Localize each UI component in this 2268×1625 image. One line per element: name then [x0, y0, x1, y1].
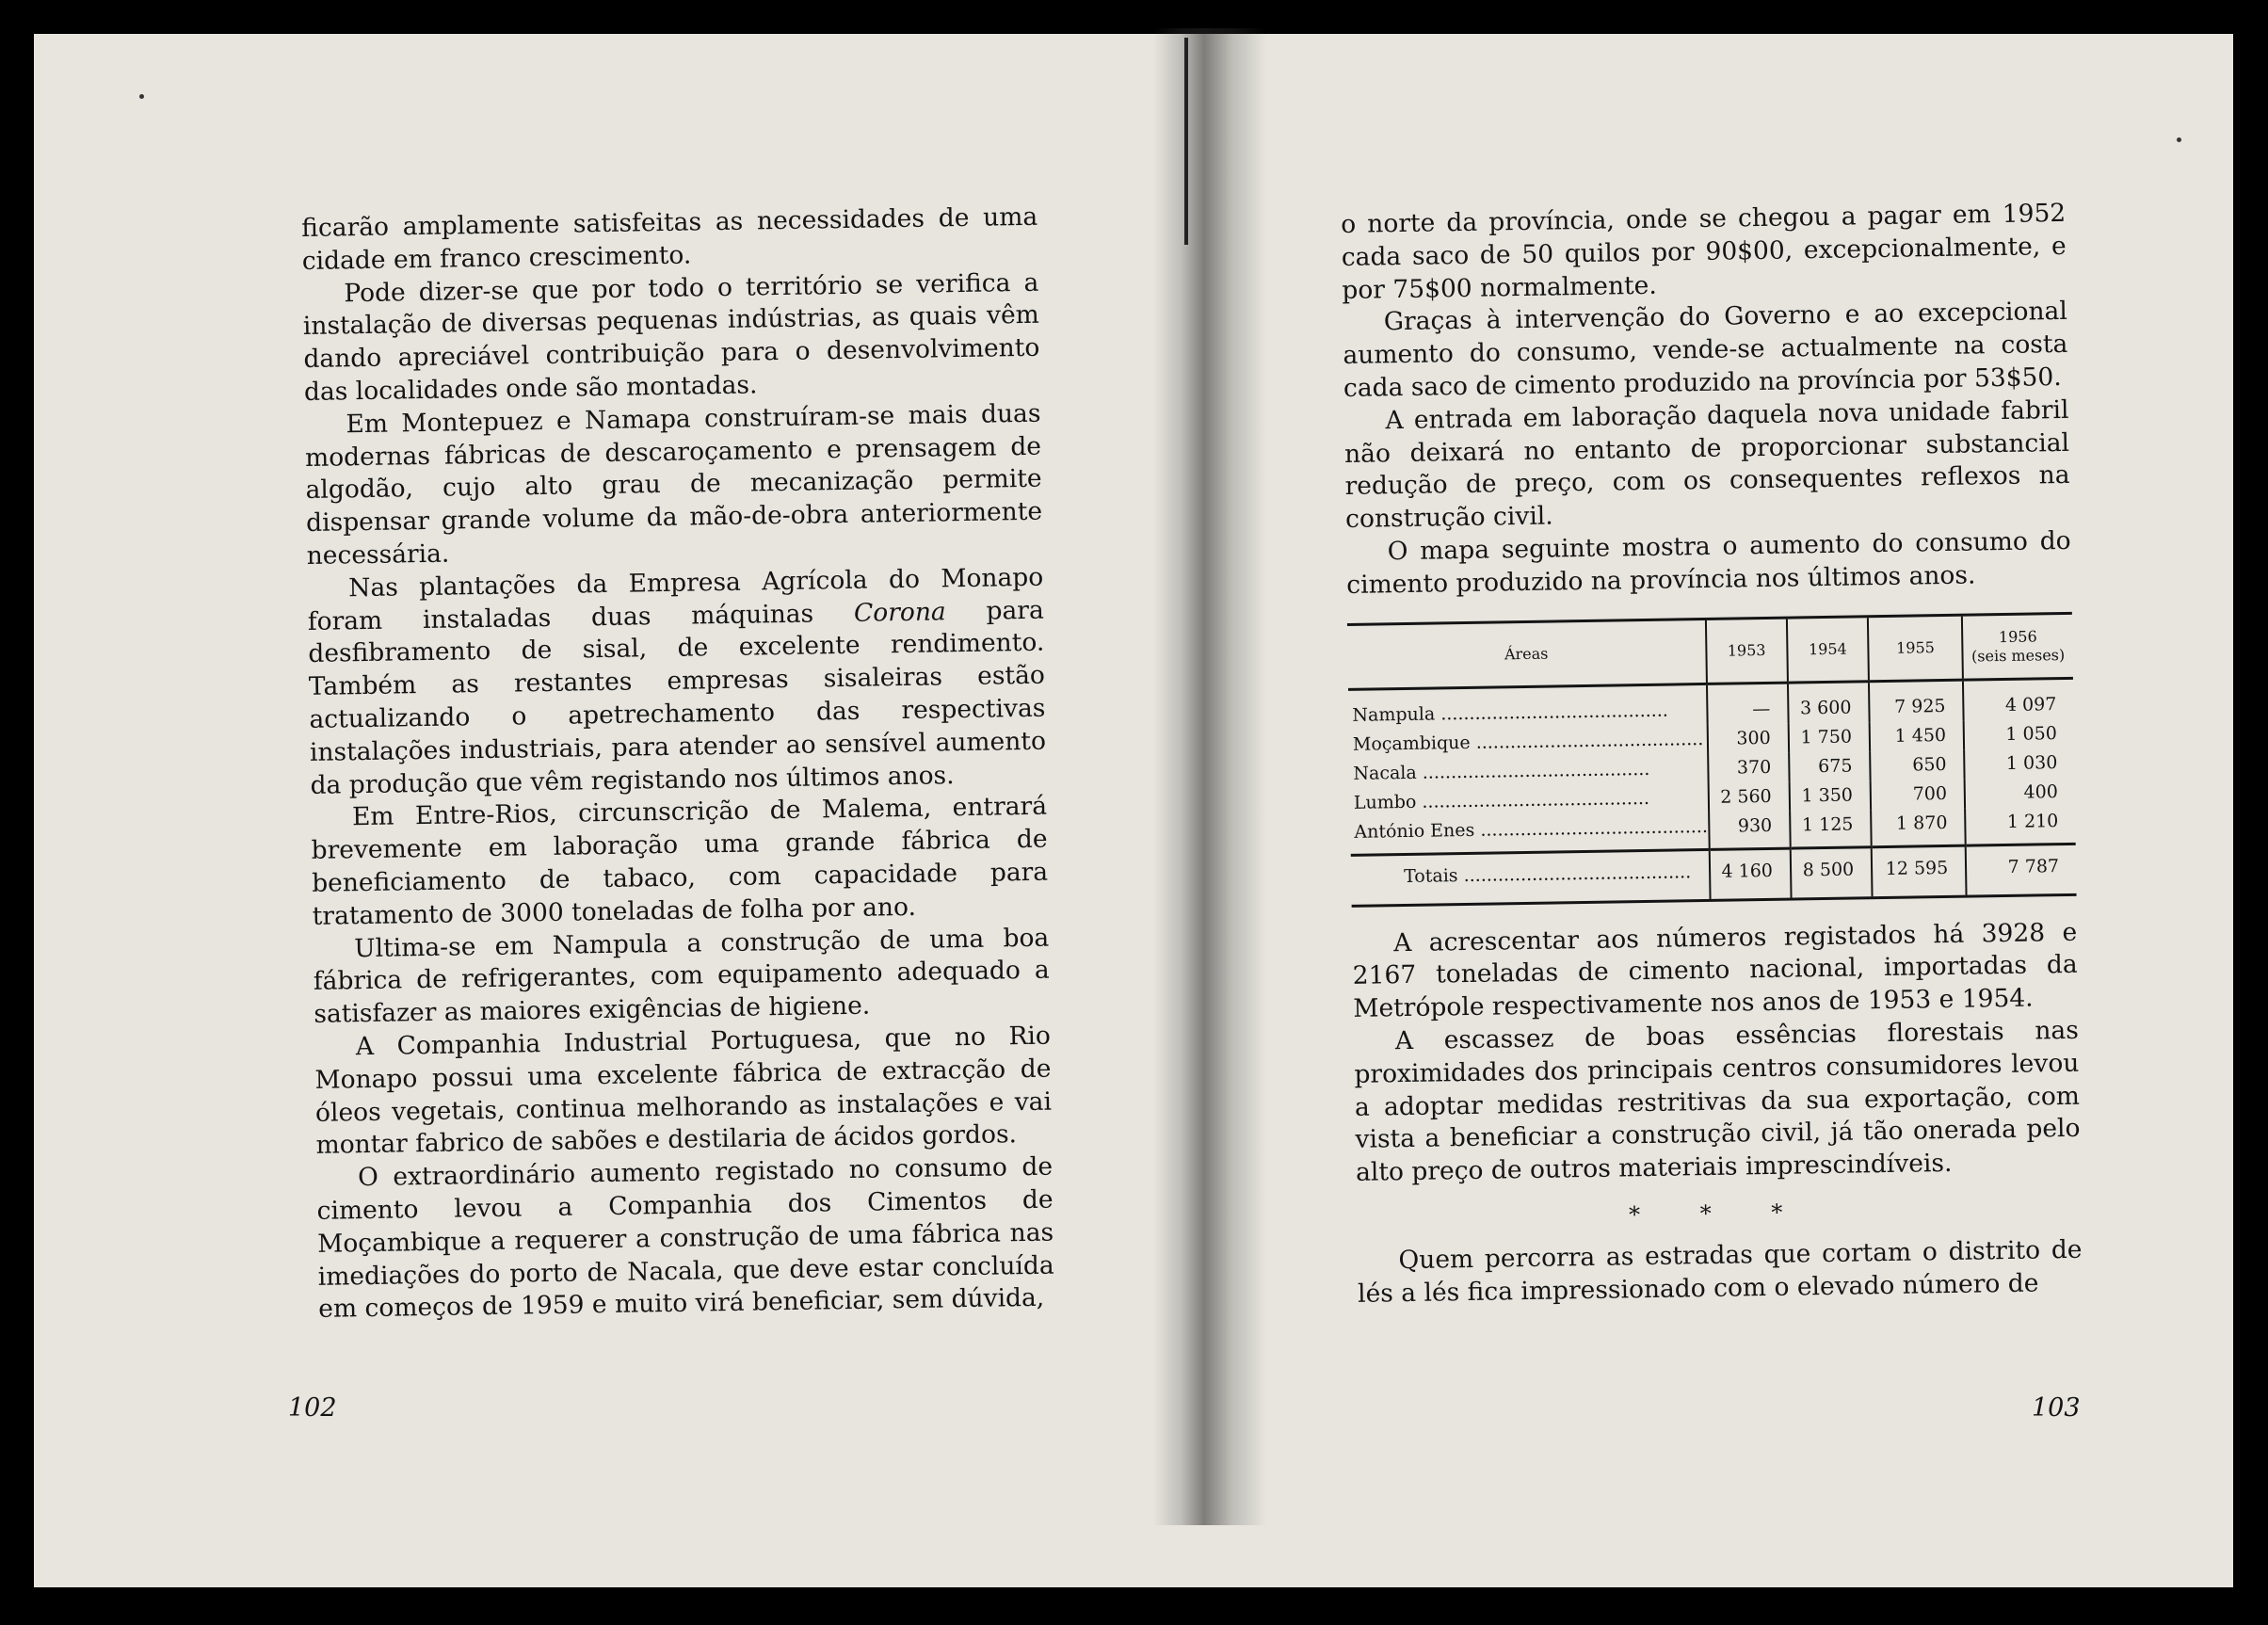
cell-value: 700 [1871, 779, 1966, 810]
cell-area: Moçambique ..... [1349, 725, 1708, 760]
paragraph: Pode dizer-se que por todo o território se verifica a instalação de diversas pequenas indústrias, as quais vêm dando apreciável contribuição para o desenvolvimento das localidades onde são montadas. [302, 267, 1040, 407]
col-header-year: 1956 [1998, 627, 2037, 646]
cell-value: 650 [1870, 749, 1965, 780]
cell-value: 1 750 [1788, 722, 1870, 752]
cell-value: 4 097 [1963, 678, 2073, 720]
right-page [1341, 198, 2083, 1311]
paragraph [307, 561, 1047, 802]
cell-area: Nampula ..... [1348, 684, 1707, 730]
col-header-1955: 1955 [1868, 616, 1963, 681]
cell-value: 370 [1708, 752, 1790, 782]
col-header-1953: 1953 [1705, 619, 1787, 684]
cell-total: 4 160 [1709, 848, 1791, 899]
col-header-areas: Áreas [1347, 620, 1707, 689]
text-run: Nas plantações da Empresa Agrícola do Monapo foram instaladas duas máquinas [307, 562, 1044, 636]
paragraph: ficarão amplamente satisfeitas as necessidades de uma cidade em franco crescimento. [301, 201, 1038, 276]
text-run: para desfibramento de sisal, de excelente rendimento. Também as restantes empresas sisaleiras estão actualizando o apetrechamento das respectivas instalações industriais, para atender ao sensível aumento da produção que vêm registando nos últimos anos. [308, 595, 1047, 800]
speck [2177, 137, 2181, 142]
cell-value: 7 925 [1869, 680, 1964, 722]
cell-value: 300 [1707, 723, 1789, 753]
cell-value: 400 [1965, 777, 2075, 808]
cell-value: 1 870 [1871, 808, 1966, 846]
cell-value: 1 350 [1789, 780, 1871, 811]
col-header-1956 [1962, 614, 2073, 679]
paragraph: Graças à intervenção do Governo e ao excepcional aumento do consumo, vende-se actualmente na costa cada saco de cimento produzido na província por 53$50. [1343, 297, 2068, 403]
cell-value: 1 050 [1964, 718, 2074, 749]
paragraph: O extraordinário aumento registado no consumo de cimento levou a Companhia dos Cimentos de Moçambique a requerer a construção de uma fábrica nas imediações do porto de Nacala, que deve estar concluída em começos de 1959 e muito virá beneficiar, sem dúvida, [316, 1151, 1054, 1325]
cell-area: Lumbo ..... [1350, 783, 1709, 818]
cell-value: 1 125 [1790, 810, 1872, 848]
paragraph: Em Entre-Rios, circunscrição de Malema, entrará brevemente em laboração uma grande fábrica de beneficiamento de tabaco, com capacidade para tratamento de 3000 toneladas de folha por ano. [311, 791, 1049, 931]
cell-value: — [1707, 683, 1789, 725]
cell-value: 1 210 [1965, 806, 2075, 845]
cement-consumption-table [1347, 611, 2077, 907]
cell-total: 7 787 [1966, 844, 2077, 894]
page-number: 102 [288, 1393, 337, 1423]
cell-value: 2 560 [1708, 781, 1790, 812]
cell-value: 1 030 [1964, 748, 2074, 779]
cell-total: 8 500 [1791, 846, 1873, 897]
col-header-note: (seis meses) [1970, 645, 2066, 666]
paragraph: Quem percorra as estradas que cortam o distrito de lés a lés fica impressionado com o elevado número de [1357, 1234, 2083, 1309]
book-gutter [1153, 28, 1266, 1525]
paragraph: A acrescentar aos números registados há 3928 e 2167 toneladas de cimento nacional, importadas da Metrópole respectivamente nos anos de 1953 e 1954. [1352, 917, 2078, 1024]
paragraph: A entrada em laboração daquela nova unidade fabril não deixará no entanto de proporcionar substancial redução de preço, com os consequentes reflexos na construção civil. [1343, 394, 2070, 535]
cell-totals-label: Totais ..... [1351, 849, 1710, 904]
paragraph: o norte da província, onde se chegou a pagar em 1952 cada saco de 50 quilos por 90$00, excepcionalmente, e por 75$00 normalmente. [1341, 198, 2067, 305]
table-totals-row [1351, 844, 2077, 905]
paragraph: Ultima-se em Nampula a construção de uma boa fábrica de refrigerantes, com equipamento adequado a satisfazer as maiores exigências de higiene. [313, 923, 1050, 1030]
cell-area: António Enes ..... [1350, 812, 1709, 855]
cell-total: 12 595 [1872, 845, 1967, 896]
paragraph: A Companhia Industrial Portuguesa, que no Rio Monapo possui uma excelente fábrica de extracção de óleos vegetais, continua melhorando as instalações e vai montar fabrico de sabões e destilaria de ácidos gordos. [314, 1021, 1053, 1161]
data-table [1347, 614, 2077, 904]
gutter-shadow [1184, 38, 1188, 245]
paragraph: Em Montepuez e Namapa construíram-se mais duas modernas fábricas de descaroçamento e prensagem de algodão, cujo alto grau de mecanização permite dispensar grande volume da mão-de-obra anteriormente necessária. [304, 398, 1043, 571]
col-header-1954: 1954 [1787, 618, 1869, 683]
page-number: 103 [2032, 1393, 2081, 1423]
left-page [301, 201, 1054, 1327]
table-header-row [1347, 614, 2073, 689]
paragraph: O mapa seguinte mostra o aumento do consumo do cimento produzido na província nos últimos anos. [1346, 525, 2071, 600]
cell-value: 675 [1789, 751, 1871, 781]
italic-term: Corona [853, 596, 946, 628]
cell-value: 930 [1709, 811, 1791, 849]
speck [139, 94, 144, 99]
section-separator: * * * [1628, 1199, 1810, 1229]
cell-value: 3 600 [1788, 681, 1870, 723]
paragraph: A escassez de boas essências florestais nas proximidades dos principais centros consumidores levou a adoptar medidas restritivas da sua exportação, com vista a beneficiar a construção civil, já tão onerada pelo alto preço de outros materiais imprescindíveis. [1354, 1015, 2081, 1188]
cell-area: Nacala ..... [1349, 754, 1708, 789]
cell-value: 1 450 [1870, 720, 1965, 751]
